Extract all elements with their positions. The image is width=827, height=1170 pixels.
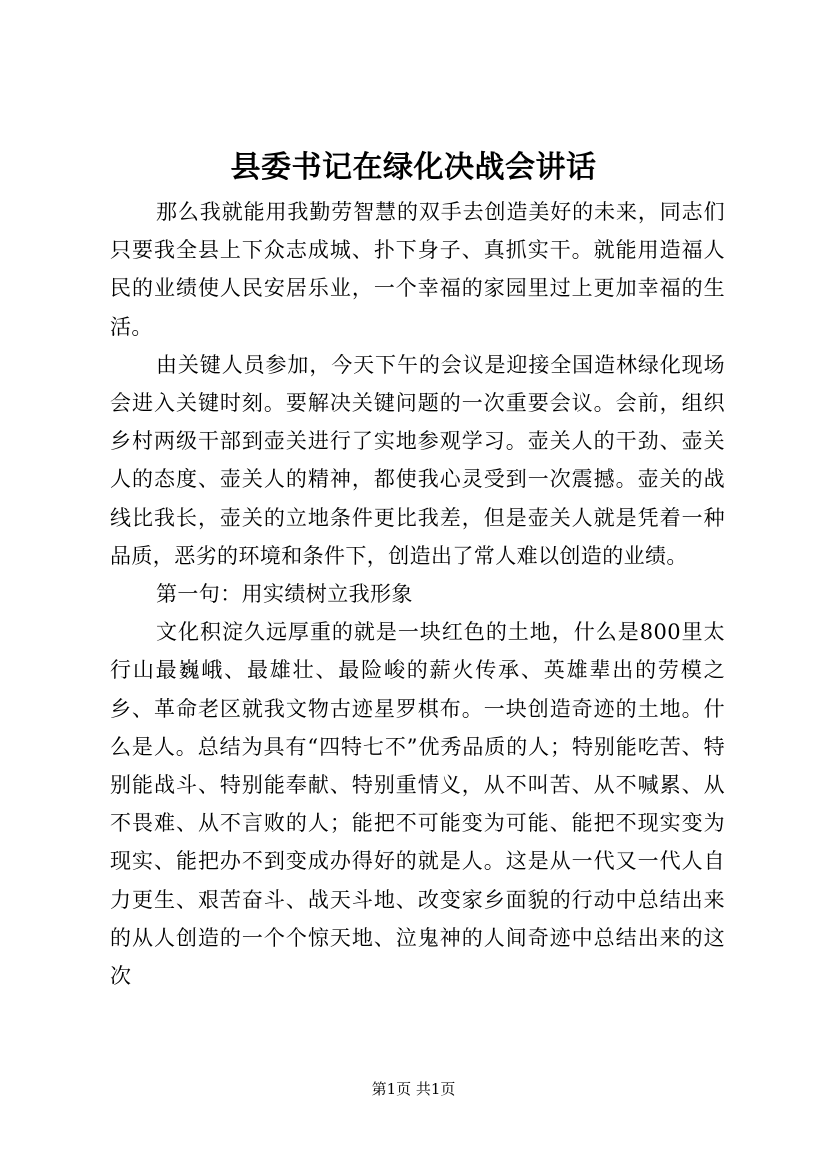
section-heading: 第一句：用实绩树立我形象 — [156, 582, 413, 607]
page-footer: 第1页 共1页 — [371, 1080, 456, 1098]
paragraph-1: 那么我就能用我勤劳智慧的双手去创造美好的未来，同志们只要我全县上下众志成城、扑下身子、真抓实干。就能用造福人民的业绩使人民安居乐业，一个幸福的家园里过上更加幸福的生活。 — [110, 200, 725, 339]
paragraph-3: 文化积淀久远厚重的就是一块红色的土地，什么是800里太行山最巍峨、最雄壮、最险峻的薪火传承、英雄辈出的劳模之乡、革命老区就我文物古迹星罗棋布。一块创造奇迹的土地。什么是人。总结为具有“四特七不”优秀品质的人；特别能吃苦、特别能战斗、特别能奉献、特别重情义，从不叫苦、从不喊累、从不畏难、从不言败的人；能把不可能变为可能、能把不现实变为现实、能把办不到变成办得好的就是人。这是从一代又一代人自力更生、艰苦奋斗、战天斗地、改变家乡面貌的行动中总结出来的从人创造的一个个惊天地、泣鬼神的人间奇迹中总结出来的这次 — [110, 620, 725, 989]
document-body — [110, 193, 725, 995]
document-title: 县委书记在绿化决战会讲话 — [230, 150, 597, 185]
paragraph-2: 由关键人员参加，今天下午的会议是迎接全国造林绿化现场会进入关键时刻。要解决关键问题的一次重要会议。会前，组织乡村两级干部到壶关进行了实地参观学习。壶关人的干劲、壶关人的态度、壶关人的精神，都使我心灵受到一次震撼。壶关的战线比我长，壶关的立地条件更比我差，但是壶关人就是凭着一种品质，恶劣的环境和条件下，创造出了常人难以创造的业绩。 — [110, 352, 725, 568]
